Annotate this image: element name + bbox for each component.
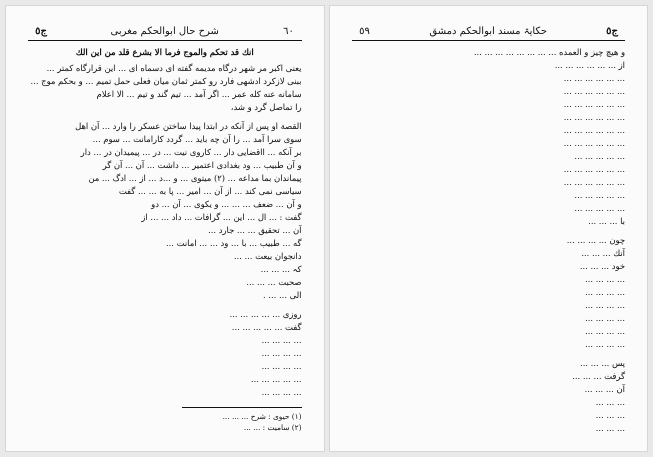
left-paragraph: را تماصل گرد و شد، [230,102,302,112]
right-paragraph: آنك ... ... ... [581,248,625,258]
left-body-text [28,46,302,399]
left-paragraph: الی ... ... . [263,290,302,300]
right-paragraph: ... ... ... [595,410,625,420]
right-paragraph: ... ... ... ... ... ... [563,125,625,135]
left-page [6,6,324,451]
left-paragraph: دانجوان بیعت ... ... [233,251,302,261]
left-page-content [28,26,302,433]
left-paragraph: پیماندان بما مداعه ... (۲) میتوی ... و ...د ... از ... ادگ ... من [88,173,302,183]
left-paragraph: یعنی اكبر مر شهر درگاه مدیمه گفته ای دسماه ای ... این قرارگاه کمتر ... [46,63,302,73]
right-volume-marker: ج٥ [606,26,618,37]
left-footnotes [28,407,302,433]
left-paragraph: بر آنکه ... ااقضایی دار ... کاروی نیت ... در ... پیمیدان در ... دار [80,147,302,157]
left-paragraph: کہ ... ... ... [260,264,302,274]
right-paragraph: ... ... ... ... [585,313,625,323]
left-paragraph: و آن طبیب ... ود بغدادی اعتمیر ... داشت ... آن ... آن گر [102,160,302,170]
footnote-divider [182,407,302,408]
right-page-number: ٥٩ [359,26,370,37]
left-paragraph: القصة او پس از آنکه در ابتدا پیدا ساختن عسکر را وارد ... آن اهل [75,121,302,131]
right-paragraph: ... ... ... ... [585,300,625,310]
left-paragraph: آن ... تحقيق ... ... جارد ... [208,225,302,235]
left-paragraph: و آن ... ضعف ... ... ... و یکوی ... آن ... دو [151,199,302,209]
right-paragraph: گرفت ... ... ... [572,371,625,381]
right-page-title: حکایۃ مسند ابوالحکم دمشق [429,26,548,37]
left-paragraph: گه ... طبيب ... با ... ود ... ... امانت ... [165,238,302,248]
right-paragraph: و هیچ چیز و العمده ... ... ... ... ... ... ... ... [473,47,625,57]
right-paragraph: ... ... ... ... ... ... [563,99,625,109]
right-paragraph: ... ... ... ... ... ... [563,86,625,96]
right-page-header [352,26,626,41]
left-paragraph: روزی ... ... ... ... ... [229,309,302,319]
left-paragraph: سیاسی نمی کند ... از آن ... امیر ... پا به ... ... گفت [118,186,302,196]
right-paragraph: آن ... ... ... [584,384,625,394]
right-paragraph: چون ... ... ... ... [566,235,625,245]
right-paragraph: خود ... ... ... [579,261,625,271]
right-paragraph: ... ... ... ... ... ... [563,164,625,174]
right-paragraph: ... ... ... ... ... ... [563,177,625,187]
right-paragraph: ... ... ... [595,423,625,433]
left-paragraph: ببنى لازكرد ادشهى فارد رو کمتر ثمان میان فعلى حمل تمیم ... و بحکم موج ... [30,76,302,86]
right-page [330,6,648,451]
right-paragraph: با ... ... ... [588,216,625,226]
right-body-text [352,46,626,435]
left-paragraph: ... ... ... ... ... [250,374,302,384]
right-paragraph: ... ... ... ... ... ... [563,112,625,122]
left-paragraph: سامانه عنه کله عمر ... اگر آمد ... تیم گند و تیم ... الا اعلام [96,89,302,99]
right-paragraph: از ... ... ... ... ... ... [554,60,625,70]
left-paragraph: ... ... ... ... [261,348,302,358]
right-paragraph: ... ... ... ... ... [574,190,625,200]
left-paragraph: گفت : ... ال ... اين ... گرافات ... داد ... ... از [141,212,302,222]
left-paragraph: ... ... ... ... [261,335,302,345]
left-page-header [28,26,302,41]
left-page-title: شرح حال ابوالحکم مغربی [110,26,219,37]
right-paragraph: ... ... ... [595,397,625,407]
left-paragraph: ... ... ... ... [261,361,302,371]
right-page-content [352,26,626,433]
left-paragraph: ... ... ... ... [261,387,302,397]
left-volume-marker: ج٥ [35,26,47,37]
right-paragraph: ... ... ... ... [585,326,625,336]
right-paragraph: ... ... ... ... [585,287,625,297]
right-paragraph: ... ... ... ... ... ... [563,73,625,83]
left-paragraph: صحبت ... ... ... [246,277,302,287]
left-paragraph: گفت ... ... ... ... ... [231,322,302,332]
right-paragraph: ... ... ... ... ... ... [563,138,625,148]
left-paragraph: سوی سرا آمد ... را آن چه باید ... گردد کارامانت ... سوم ... [92,134,302,144]
right-paragraph: ... ... ... ... [585,274,625,284]
left-page-number: ٦٠ [283,26,294,37]
left-verse-line: انك قد تحكم والموج فرما الا بشرع قلد من اين الك [75,47,254,57]
right-paragraph: ... ... ... ... ... [574,203,625,213]
right-paragraph: پس ... ... ... [580,358,625,368]
footnote-line: (۱) حیوی : شرح ... ... ... [222,412,302,421]
footnote-line: (۲) سامیت : ... ... [243,423,302,432]
right-paragraph: ... ... ... ... ... [574,151,625,161]
right-paragraph: ... ... ... ... [585,339,625,349]
